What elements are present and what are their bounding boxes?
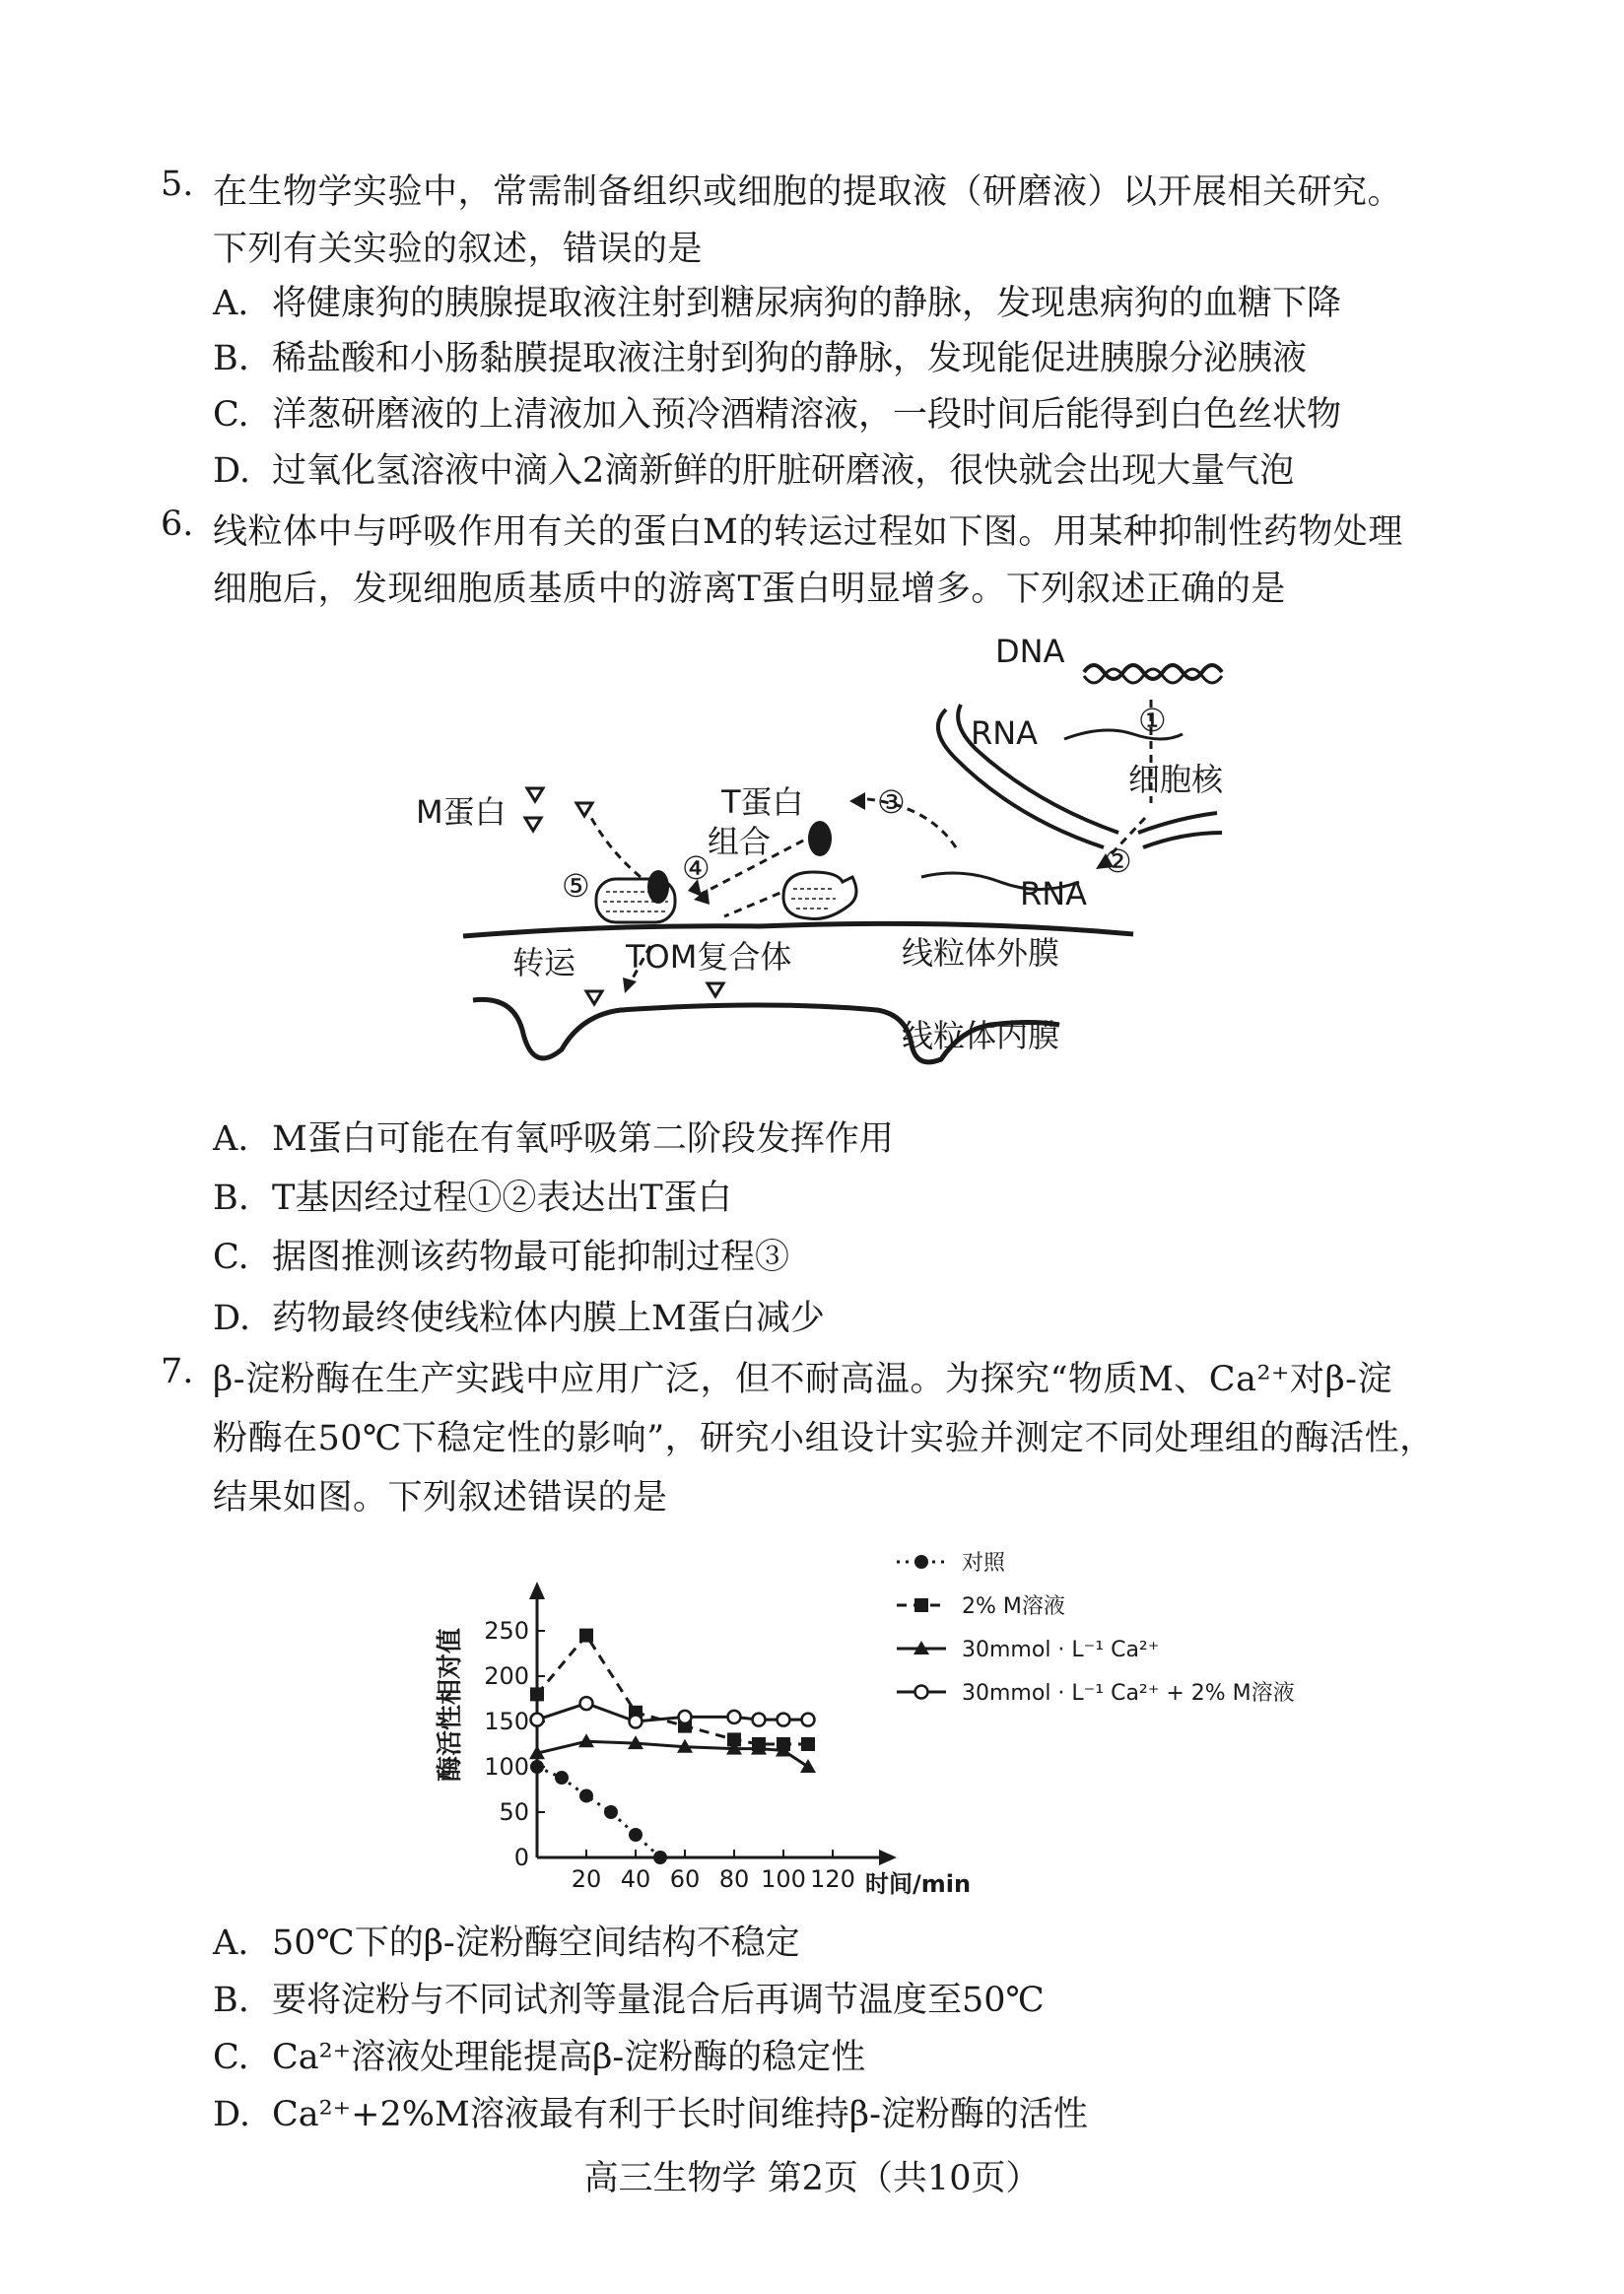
data-point <box>579 1629 593 1643</box>
y-tick-label: 100 <box>484 1753 529 1781</box>
label-inner-membrane: 线粒体内膜 <box>902 1017 1060 1054</box>
x-tick-label: 20 <box>571 1865 602 1893</box>
data-point <box>728 1711 741 1723</box>
y-tick-label: 50 <box>499 1798 529 1826</box>
option-b[interactable]: B. 要将淀粉与不同试剂等量混合后再调节温度至50℃ <box>213 1981 1045 2020</box>
question-stem-line-2: 粉酶在50℃下稳定性的影响”，研究小组设计实验并测定不同处理组的酶活性， <box>213 1419 1435 1458</box>
question-number: 6. <box>161 505 194 544</box>
data-point <box>531 1714 544 1726</box>
page-footer: 高三生物学 第2页（共10页） <box>583 2159 1041 2198</box>
x-axis-arrow <box>879 1850 897 1865</box>
data-point <box>530 1760 544 1774</box>
question-stem-line-2: 下列有关实验的叙述，错误的是 <box>213 230 704 269</box>
m-protein-icon <box>527 788 543 801</box>
y-tick-label: 150 <box>484 1708 529 1735</box>
series-line <box>537 1704 808 1721</box>
option-d[interactable]: D. Ca²⁺+2%M溶液最有利于长时间维持β-淀粉酶的活性 <box>213 2095 1088 2134</box>
data-point <box>802 1714 815 1726</box>
data-point <box>604 1805 618 1819</box>
data-point <box>579 1788 593 1802</box>
option-b[interactable]: B. T基因经过程①②表达出T蛋白 <box>213 1179 732 1218</box>
label-rna-top: RNA <box>971 714 1039 752</box>
legend-marker <box>914 1555 928 1569</box>
x-tick-label: 80 <box>718 1865 750 1893</box>
y-tick-label: 250 <box>484 1617 529 1645</box>
x-tick-label: 120 <box>810 1865 855 1893</box>
label-nucleus: 细胞核 <box>1128 761 1224 798</box>
legend-marker <box>914 1598 928 1612</box>
tom-complex <box>596 870 675 922</box>
data-point <box>555 1771 569 1785</box>
series-line <box>537 1636 808 1744</box>
label-step-1: ① <box>1138 702 1167 739</box>
option-c[interactable]: C. Ca²⁺溶液处理能提高β-淀粉酶的稳定性 <box>213 2038 866 2077</box>
m-protein-icon <box>586 991 602 1004</box>
m-protein-icon <box>525 818 541 831</box>
data-point <box>630 1716 643 1728</box>
legend-entry: 30mmol · L⁻¹ Ca²⁺ <box>962 1638 1160 1662</box>
y-axis-arrow <box>529 1582 545 1599</box>
y-tick-label: 0 <box>513 1844 529 1871</box>
label-step-5: ⑤ <box>562 867 590 905</box>
legend-entry: 对照 <box>962 1551 1006 1576</box>
legend-entry: 2% M溶液 <box>962 1594 1065 1619</box>
option-a[interactable]: A. 50℃下的β-淀粉酶空间结构不稳定 <box>213 1923 800 1963</box>
question-stem-line-2: 细胞后，发现细胞质基质中的游离T蛋白明显增多。下列叙述正确的是 <box>213 570 1286 609</box>
m-protein-icon <box>708 983 723 996</box>
question-number: 5. <box>161 165 194 204</box>
label-step-3: ③ <box>877 783 906 821</box>
option-a[interactable]: A. 将健康狗的胰腺提取液注射到糖尿病狗的静脉，发现患病狗的血糖下降 <box>213 284 1342 323</box>
x-tick-label: 60 <box>669 1865 701 1893</box>
legend-entry: 30mmol · L⁻¹ Ca²⁺ + 2% M溶液 <box>962 1681 1295 1706</box>
data-point <box>580 1697 593 1710</box>
data-point <box>530 1687 544 1701</box>
option-a[interactable]: A. M蛋白可能在有氧呼吸第二阶段发挥作用 <box>213 1119 894 1159</box>
x-tick-label: 40 <box>620 1865 651 1893</box>
x-axis-label: 时间/min <box>865 1870 972 1898</box>
label-m-protein: M蛋白 <box>416 793 507 831</box>
data-point <box>778 1714 790 1726</box>
option-d[interactable]: D. 过氧化氢溶液中滴入2滴新鲜的肝脏研磨液，很快就会出现大量气泡 <box>213 451 1295 491</box>
data-point <box>679 1711 692 1723</box>
enzyme-activity-chart <box>424 1532 1295 1917</box>
x-tick-label: 100 <box>761 1865 806 1893</box>
mitochondria-transport-diagram <box>394 621 1261 1084</box>
label-outer-membrane: 线粒体外膜 <box>902 934 1060 972</box>
option-b[interactable]: B. 稀盐酸和小肠黏膜提取液注射到狗的静脉，发现能促进胰腺分泌胰液 <box>213 339 1308 378</box>
data-point <box>753 1714 766 1726</box>
y-axis-label: 酶活性相对值 <box>436 1627 465 1783</box>
data-point <box>800 1759 816 1773</box>
label-rna-bottom: RNA <box>1020 875 1088 912</box>
legend-marker <box>915 1686 928 1699</box>
t-protein-complex <box>808 821 832 856</box>
data-point <box>653 1851 667 1864</box>
data-point <box>629 1828 643 1842</box>
question-stem-line-1: β-淀粉酶在生产实践中应用广泛，但不耐高温。为探究“物质M、Ca²⁺对β-淀 <box>213 1360 1393 1399</box>
receptor-complex <box>783 872 856 919</box>
label-t-protein-1: T蛋白 <box>721 783 804 821</box>
label-step-4: ④ <box>682 849 710 887</box>
label-step-2: ② <box>1104 843 1132 880</box>
option-d[interactable]: D. 药物最终使线粒体内膜上M蛋白减少 <box>213 1299 825 1338</box>
label-dna: DNA <box>995 633 1065 670</box>
question-number: 7. <box>161 1352 194 1391</box>
option-c[interactable]: C. 洋葱研磨液的上清液加入预冷酒精溶液，一段时间后能得到白色丝状物 <box>213 395 1342 435</box>
label-tom: TOM复合体 <box>626 938 792 976</box>
question-stem-line-1: 在生物学实验中，常需制备组织或细胞的提取液（研磨液）以开展相关研究。 <box>213 172 1403 212</box>
label-transport: 转运 <box>512 944 576 981</box>
y-tick-label: 200 <box>484 1662 529 1690</box>
question-stem-line-1: 线粒体中与呼吸作用有关的蛋白M的转运过程如下图。用某种抑制性药物处理 <box>213 512 1403 552</box>
m-protein-icon <box>576 803 592 816</box>
data-point <box>801 1737 815 1751</box>
option-c[interactable]: C. 据图推测该药物最可能抑制过程③ <box>213 1238 790 1277</box>
label-t-protein-2: 组合 <box>708 823 772 860</box>
question-stem-line-3: 结果如图。下列叙述错误的是 <box>213 1478 668 1518</box>
